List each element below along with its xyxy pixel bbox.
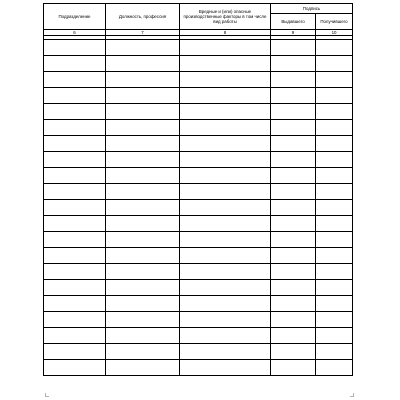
table-cell xyxy=(180,296,271,312)
table-cell xyxy=(180,344,271,360)
table-cell xyxy=(316,120,353,136)
header-recipient: Получившего xyxy=(316,14,353,30)
crop-mark xyxy=(350,393,354,397)
column-number: 10 xyxy=(316,30,353,36)
table-cell xyxy=(180,152,271,168)
table-row xyxy=(44,168,353,184)
table-cell xyxy=(180,168,271,184)
table-cell xyxy=(106,120,180,136)
table-cell xyxy=(44,88,106,104)
table-row xyxy=(44,328,353,344)
table-cell xyxy=(271,40,316,56)
column-number: 8 xyxy=(180,30,271,36)
table-cell xyxy=(316,152,353,168)
table-cell xyxy=(106,40,180,56)
table-cell xyxy=(316,104,353,120)
table-cell xyxy=(180,216,271,232)
table-cell xyxy=(44,264,106,280)
table-cell xyxy=(106,56,180,72)
table-row xyxy=(44,200,353,216)
table-cell xyxy=(44,200,106,216)
table-cell xyxy=(44,56,106,72)
table-row xyxy=(44,72,353,88)
table-cell xyxy=(271,328,316,344)
table-cell xyxy=(271,344,316,360)
table-cell xyxy=(271,360,316,376)
header-hazard-factors: Вредные и (или) опасные производственные факторы в том числе вид работы xyxy=(180,4,271,30)
table-cell xyxy=(316,232,353,248)
table-cell xyxy=(271,296,316,312)
table-cell xyxy=(180,104,271,120)
table-cell xyxy=(44,184,106,200)
table-row xyxy=(44,152,353,168)
table-row xyxy=(44,216,353,232)
table-cell xyxy=(271,200,316,216)
header-signature-group: Подпись xyxy=(271,4,353,14)
table-cell xyxy=(180,120,271,136)
table-cell xyxy=(106,344,180,360)
table-cell xyxy=(44,136,106,152)
table-cell xyxy=(316,88,353,104)
table-cell xyxy=(271,264,316,280)
table-cell xyxy=(316,360,353,376)
table-cell xyxy=(180,200,271,216)
table-cell xyxy=(180,248,271,264)
table-cell xyxy=(271,232,316,248)
table-cell xyxy=(316,248,353,264)
table-cell xyxy=(44,152,106,168)
table-row xyxy=(44,120,353,136)
table-cell xyxy=(271,120,316,136)
column-number: 7 xyxy=(106,30,180,36)
table-cell xyxy=(44,360,106,376)
table-cell xyxy=(316,56,353,72)
table-cell xyxy=(180,184,271,200)
header-department: Подразделение xyxy=(44,4,106,30)
table-cell xyxy=(316,344,353,360)
table-cell xyxy=(106,328,180,344)
column-number: 9 xyxy=(271,30,316,36)
table-row xyxy=(44,136,353,152)
table-cell xyxy=(180,360,271,376)
table-cell xyxy=(44,40,106,56)
table-cell xyxy=(106,168,180,184)
table-cell xyxy=(180,72,271,88)
table-row xyxy=(44,88,353,104)
table-cell xyxy=(180,280,271,296)
table-cell xyxy=(271,104,316,120)
table-cell xyxy=(271,56,316,72)
table-cell xyxy=(271,216,316,232)
table-cell xyxy=(44,168,106,184)
register-table xyxy=(43,3,353,376)
table-cell xyxy=(316,280,353,296)
table-row xyxy=(44,312,353,328)
table-cell xyxy=(44,232,106,248)
column-number: 6 xyxy=(44,30,106,36)
table-cell xyxy=(44,120,106,136)
table-cell xyxy=(271,136,316,152)
table-cell xyxy=(271,88,316,104)
table-cell xyxy=(316,216,353,232)
table-cell xyxy=(44,344,106,360)
table-cell xyxy=(44,280,106,296)
table-cell xyxy=(180,312,271,328)
table-row xyxy=(44,248,353,264)
table-row xyxy=(44,104,353,120)
table-cell xyxy=(180,264,271,280)
table-cell xyxy=(180,232,271,248)
table-cell xyxy=(106,232,180,248)
table-row xyxy=(44,360,353,376)
table-cell xyxy=(180,88,271,104)
table-cell xyxy=(180,56,271,72)
table-cell xyxy=(271,184,316,200)
table-cell xyxy=(44,296,106,312)
table-cell xyxy=(316,184,353,200)
table-row xyxy=(44,56,353,72)
table-cell xyxy=(106,88,180,104)
table-cell xyxy=(180,40,271,56)
table-cell xyxy=(106,104,180,120)
header-position: Должность, профессия xyxy=(106,4,180,30)
table-row xyxy=(44,184,353,200)
table-cell xyxy=(44,104,106,120)
table-row xyxy=(44,280,353,296)
table-cell xyxy=(44,216,106,232)
table-cell xyxy=(106,312,180,328)
table-cell xyxy=(271,168,316,184)
table-cell xyxy=(106,184,180,200)
table-cell xyxy=(180,136,271,152)
table-cell xyxy=(316,136,353,152)
table-cell xyxy=(106,264,180,280)
table-row xyxy=(44,296,353,312)
table-cell xyxy=(44,328,106,344)
table-row xyxy=(44,232,353,248)
table-cell xyxy=(271,248,316,264)
table-cell xyxy=(106,152,180,168)
table-body xyxy=(44,36,353,376)
table-cell xyxy=(271,72,316,88)
table-cell xyxy=(106,136,180,152)
table-cell xyxy=(271,280,316,296)
table-cell xyxy=(316,296,353,312)
table-row xyxy=(44,40,353,56)
table-cell xyxy=(106,72,180,88)
table-row xyxy=(44,344,353,360)
crop-mark xyxy=(45,393,49,397)
table-row xyxy=(44,264,353,280)
table-cell xyxy=(316,264,353,280)
header-issuer: Выдавшего xyxy=(271,14,316,30)
table-cell xyxy=(106,216,180,232)
table-cell xyxy=(316,168,353,184)
table-cell xyxy=(316,72,353,88)
table-cell xyxy=(316,328,353,344)
table-cell xyxy=(106,200,180,216)
table-cell xyxy=(271,312,316,328)
table-cell xyxy=(106,280,180,296)
table-cell xyxy=(106,296,180,312)
table-cell xyxy=(271,152,316,168)
table-cell xyxy=(44,312,106,328)
table-cell xyxy=(106,360,180,376)
table-cell xyxy=(316,40,353,56)
table-cell xyxy=(316,200,353,216)
table-cell xyxy=(106,248,180,264)
table-cell xyxy=(44,248,106,264)
table-cell xyxy=(44,72,106,88)
table-cell xyxy=(180,328,271,344)
table-cell xyxy=(316,312,353,328)
